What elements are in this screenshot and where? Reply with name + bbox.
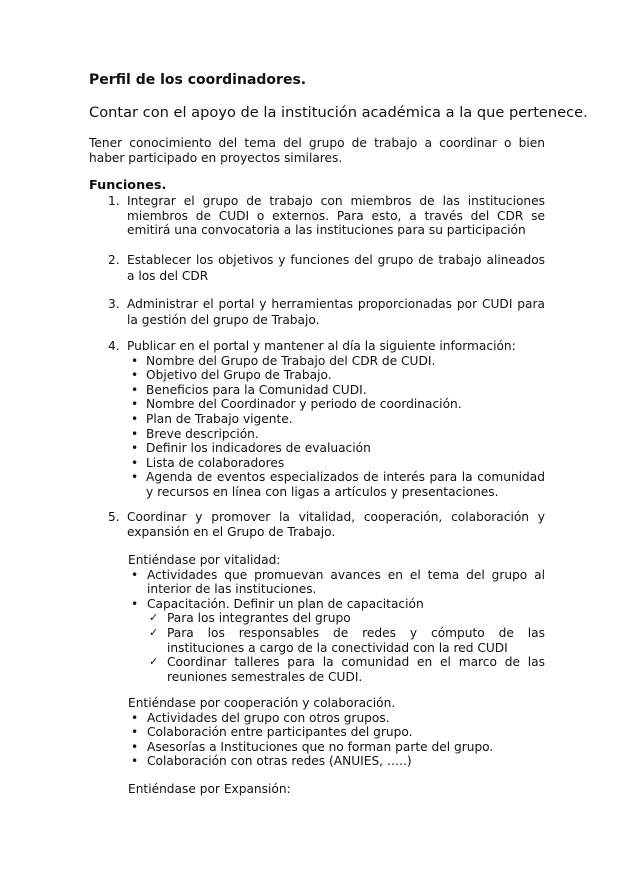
item-text: Integrar el grupo de trabajo con miembros de las instituciones miembros de CUDI o externos. Para esto, a través del CDR se emitirá una convocatoria a las instituciones para su participación xyxy=(127,194,545,238)
bullet-icon: • xyxy=(131,353,139,368)
item-text: Establecer los objetivos y funciones del grupo de trabajo alineados a los del CDR xyxy=(127,253,545,283)
vitality-section xyxy=(128,553,545,684)
list-item: • Nombre del Grupo de Trabajo del CDR de CUDI. xyxy=(131,353,436,368)
list-item: • Actividades del grupo con otros grupos. xyxy=(131,710,390,725)
section-heading: Perfil de los coordinadores. xyxy=(89,72,307,88)
cooperation-label: Entiéndase por cooperación y colaboración. xyxy=(128,696,396,710)
vitality-label: Entiéndase por vitalidad: xyxy=(128,553,281,567)
check-item: ✓ Para los responsables de redes y cómputo de las instituciones a cargo de la conectividad con la red CUDI xyxy=(149,625,545,655)
check-icon: ✓ xyxy=(149,625,159,639)
list-item: • Plan de Trabajo vigente. xyxy=(131,411,293,426)
bullet-icon: • xyxy=(131,567,139,582)
list-item: • Colaboración entre participantes del grupo. xyxy=(131,725,413,740)
bullet-icon: • xyxy=(131,725,139,740)
item-text: Publicar en el portal y mantener al día la siguiente información: xyxy=(127,339,516,353)
list-item: • Definir los indicadores de evaluación xyxy=(131,441,371,456)
list-item: • Capacitación. Definir un plan de capacitación xyxy=(131,596,424,611)
list-item: • Nombre del Coordinador y periodo de coordinación. xyxy=(131,397,462,412)
function-item-5 xyxy=(108,510,545,539)
item-number: 3. xyxy=(108,297,120,311)
list-item: • Actividades que promuevan avances en el tema del grupo al interior de las instituciones. xyxy=(131,567,545,597)
bullet-icon: • xyxy=(131,754,139,769)
bullet-icon: • xyxy=(131,368,139,383)
check-item: ✓ Para los integrantes del grupo xyxy=(149,611,351,626)
item-text: Administrar el portal y herramientas proporcionadas por CUDI para la gestión del grupo de Trabajo. xyxy=(127,297,545,327)
item-number: 5. xyxy=(108,510,120,524)
lead-sentence: Contar con el apoyo de la institución académica a la que pertenece. xyxy=(89,104,588,121)
function-item-4 xyxy=(108,339,545,500)
item4-bullet-list xyxy=(127,354,545,500)
bullet-icon: • xyxy=(131,470,139,485)
bullet-icon: • xyxy=(131,455,139,470)
list-item: • Objetivo del Grupo de Trabajo. xyxy=(131,368,332,383)
list-item: • Beneficios para la Comunidad CUDI. xyxy=(131,382,367,397)
check-icon: ✓ xyxy=(149,655,159,669)
bullet-icon: • xyxy=(131,397,139,412)
bullet-icon: • xyxy=(131,426,139,441)
item-text: Coordinar y promover la vitalidad, cooperación, colaboración y expansión en el Grupo de Trabajo. xyxy=(127,510,545,539)
training-check-list xyxy=(128,611,545,684)
bullet-icon: • xyxy=(131,382,139,397)
check-item: ✓ Coordinar talleres para la comunidad en el marco de las reuniones semestrales de CUDI. xyxy=(149,655,545,684)
item-number: 2. xyxy=(108,253,120,267)
intro-paragraph: Tener conocimiento del tema del grupo de trabajo a coordinar o bien haber participado en proyectos similares. xyxy=(89,136,545,165)
item-number: 4. xyxy=(108,339,120,353)
list-item: • Asesorías a Instituciones que no forman parte del grupo. xyxy=(131,739,494,754)
function-item-2 xyxy=(108,252,545,284)
expansion-label: Entiéndase por Expansión: xyxy=(128,782,291,796)
function-item-1 xyxy=(108,194,545,238)
function-item-3 xyxy=(108,296,545,328)
list-item: • Breve descripción. xyxy=(131,426,259,441)
bullet-icon: • xyxy=(131,710,139,725)
cooperation-section xyxy=(128,696,545,769)
functions-heading: Funciones. xyxy=(89,178,167,193)
bullet-icon: • xyxy=(131,739,139,754)
bullet-icon: • xyxy=(131,411,139,426)
bullet-icon: • xyxy=(131,441,139,456)
check-icon: ✓ xyxy=(149,611,159,625)
bullet-icon: • xyxy=(131,596,139,611)
list-item: • Lista de colaboradores xyxy=(131,455,285,470)
list-item: • Agenda de eventos especializados de interés para la comunidad y recursos en línea con ligas a artículos y presentaciones. xyxy=(131,470,545,499)
list-item: • Colaboración con otras redes (ANUIES, …..) xyxy=(131,754,412,769)
expansion-section xyxy=(128,782,545,797)
item-number: 1. xyxy=(108,194,120,208)
